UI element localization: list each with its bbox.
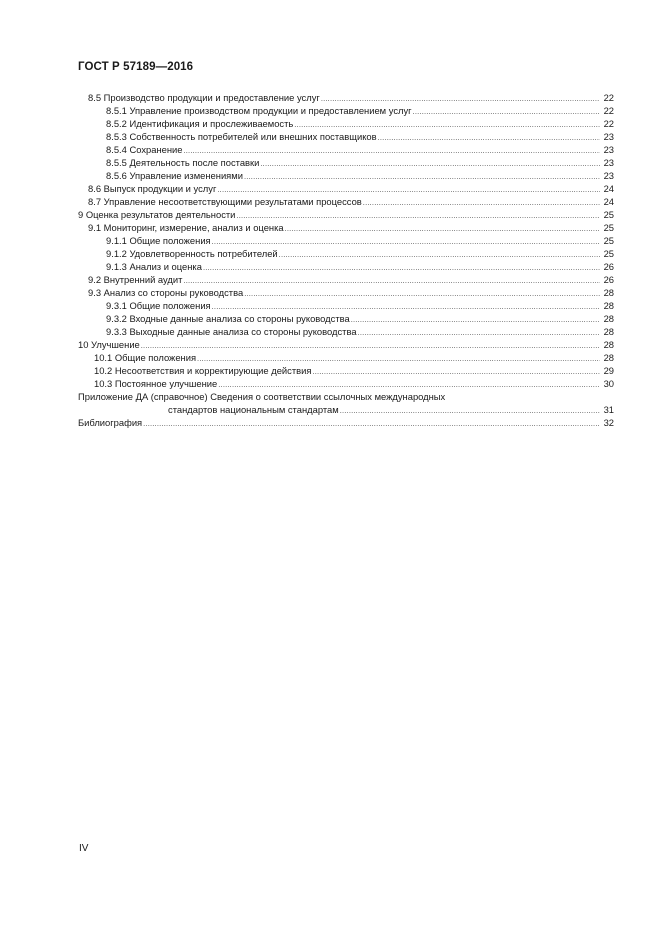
toc-entry[interactable] (78, 156, 614, 169)
toc-entry-title: 9.1.2 Удовлетворенность потребителей (106, 248, 278, 259)
toc-entry-title: 8.5.6 Управление изменениями (106, 170, 243, 181)
toc-entry[interactable] (78, 403, 614, 416)
toc-entry-title: 8.5.2 Идентификация и прослеживаемость (106, 118, 294, 129)
toc-entry-page: 29 (603, 365, 614, 376)
toc-entry-page: 28 (603, 300, 614, 311)
toc-dot-leader (143, 417, 600, 430)
toc-entry[interactable] (78, 221, 614, 234)
toc-entry-page: 22 (603, 105, 614, 116)
toc-entry-page: 22 (603, 92, 614, 103)
toc-entry[interactable] (78, 247, 614, 260)
toc-entry-title: 9.1.1 Общие положения (106, 235, 211, 246)
toc-entry-title: Приложение ДА (справочное) Сведения о соответствии ссылочных международных (78, 391, 446, 402)
toc-entry-title: 8.5 Производство продукции и предоставление услуг (88, 92, 320, 103)
toc-entry-page: 28 (603, 326, 614, 337)
table-of-contents (78, 91, 614, 429)
toc-entry-page: 26 (603, 261, 614, 272)
toc-entry-title: стандартов национальным стандартам (168, 404, 339, 415)
toc-entry-title: 8.7 Управление несоответствующими результатами процессов (88, 196, 362, 207)
toc-entry-page: 25 (603, 209, 614, 220)
toc-entry[interactable] (78, 286, 614, 299)
toc-entry-page: 22 (603, 118, 614, 129)
toc-entry[interactable] (78, 104, 614, 117)
toc-entry[interactable] (78, 182, 614, 195)
document-header: ГОСТ Р 57189—2016 (78, 61, 194, 73)
toc-entry[interactable] (78, 338, 614, 351)
toc-entry-page: 32 (603, 417, 614, 428)
page-number: IV (79, 843, 89, 854)
toc-entry[interactable] (78, 325, 614, 338)
toc-entry[interactable] (78, 260, 614, 273)
toc-entry-page: 28 (603, 339, 614, 350)
toc-entry[interactable] (78, 312, 614, 325)
toc-entry-page: 23 (603, 170, 614, 181)
toc-entry-title: 10.2 Несоответствия и корректирующие действия (94, 365, 312, 376)
toc-entry-title: 10 Улучшение (78, 339, 140, 350)
toc-entry-title: Библиография (78, 417, 143, 428)
toc-entry[interactable] (78, 390, 614, 403)
toc-entry[interactable] (78, 143, 614, 156)
toc-entry-page: 24 (603, 196, 614, 207)
toc-entry-title: 8.6 Выпуск продукции и услуг (88, 183, 217, 194)
toc-entry-title: 9.3.1 Общие положения (106, 300, 211, 311)
toc-entry[interactable] (78, 130, 614, 143)
toc-entry[interactable] (78, 351, 614, 364)
toc-entry[interactable] (78, 195, 614, 208)
toc-entry-title: 9.2 Внутренний аудит (88, 274, 183, 285)
toc-entry[interactable] (78, 377, 614, 390)
toc-entry-page: 25 (603, 248, 614, 259)
toc-entry-page: 24 (603, 183, 614, 194)
toc-entry-title: 8.5.3 Собственность потребителей или внешних поставщиков (106, 131, 377, 142)
toc-entry-page: 28 (603, 352, 614, 363)
toc-entry[interactable] (78, 299, 614, 312)
toc-entry[interactable] (78, 273, 614, 286)
toc-entry[interactable] (78, 234, 614, 247)
toc-entry-page: 25 (603, 235, 614, 246)
toc-entry-title: 9.3 Анализ со стороны руководства (88, 287, 244, 298)
toc-entry-title: 9.1.3 Анализ и оценка (106, 261, 202, 272)
toc-entry[interactable] (78, 416, 614, 429)
toc-entry-page: 23 (603, 131, 614, 142)
toc-entry-title: 8.5.1 Управление производством продукции и предоставлением услуг (106, 105, 412, 116)
toc-entry-page: 28 (603, 287, 614, 298)
toc-entry-page: 30 (603, 378, 614, 389)
toc-entry-title: 9.3.3 Выходные данные анализа со стороны руководства (106, 326, 357, 337)
toc-entry-page: 23 (603, 144, 614, 155)
toc-entry[interactable] (78, 91, 614, 104)
toc-entry-title: 8.5.5 Деятельность после поставки (106, 157, 260, 168)
toc-entry[interactable] (78, 208, 614, 221)
toc-entry[interactable] (78, 364, 614, 377)
toc-entry-page: 31 (603, 404, 614, 415)
toc-entry-title: 10.1 Общие положения (94, 352, 197, 363)
toc-entry[interactable] (78, 117, 614, 130)
toc-entry-title: 9.1 Мониторинг, измерение, анализ и оценка (88, 222, 284, 233)
toc-entry-title: 8.5.4 Сохранение (106, 144, 183, 155)
toc-entry-title: 10.3 Постоянное улучшение (94, 378, 218, 389)
toc-entry-page: 26 (603, 274, 614, 285)
toc-entry[interactable] (78, 169, 614, 182)
toc-entry-page: 25 (603, 222, 614, 233)
toc-entry-page: 28 (603, 313, 614, 324)
toc-entry-page: 23 (603, 157, 614, 168)
toc-entry-title: 9 Оценка результатов деятельности (78, 209, 236, 220)
toc-entry-title: 9.3.2 Входные данные анализа со стороны руководства (106, 313, 350, 324)
